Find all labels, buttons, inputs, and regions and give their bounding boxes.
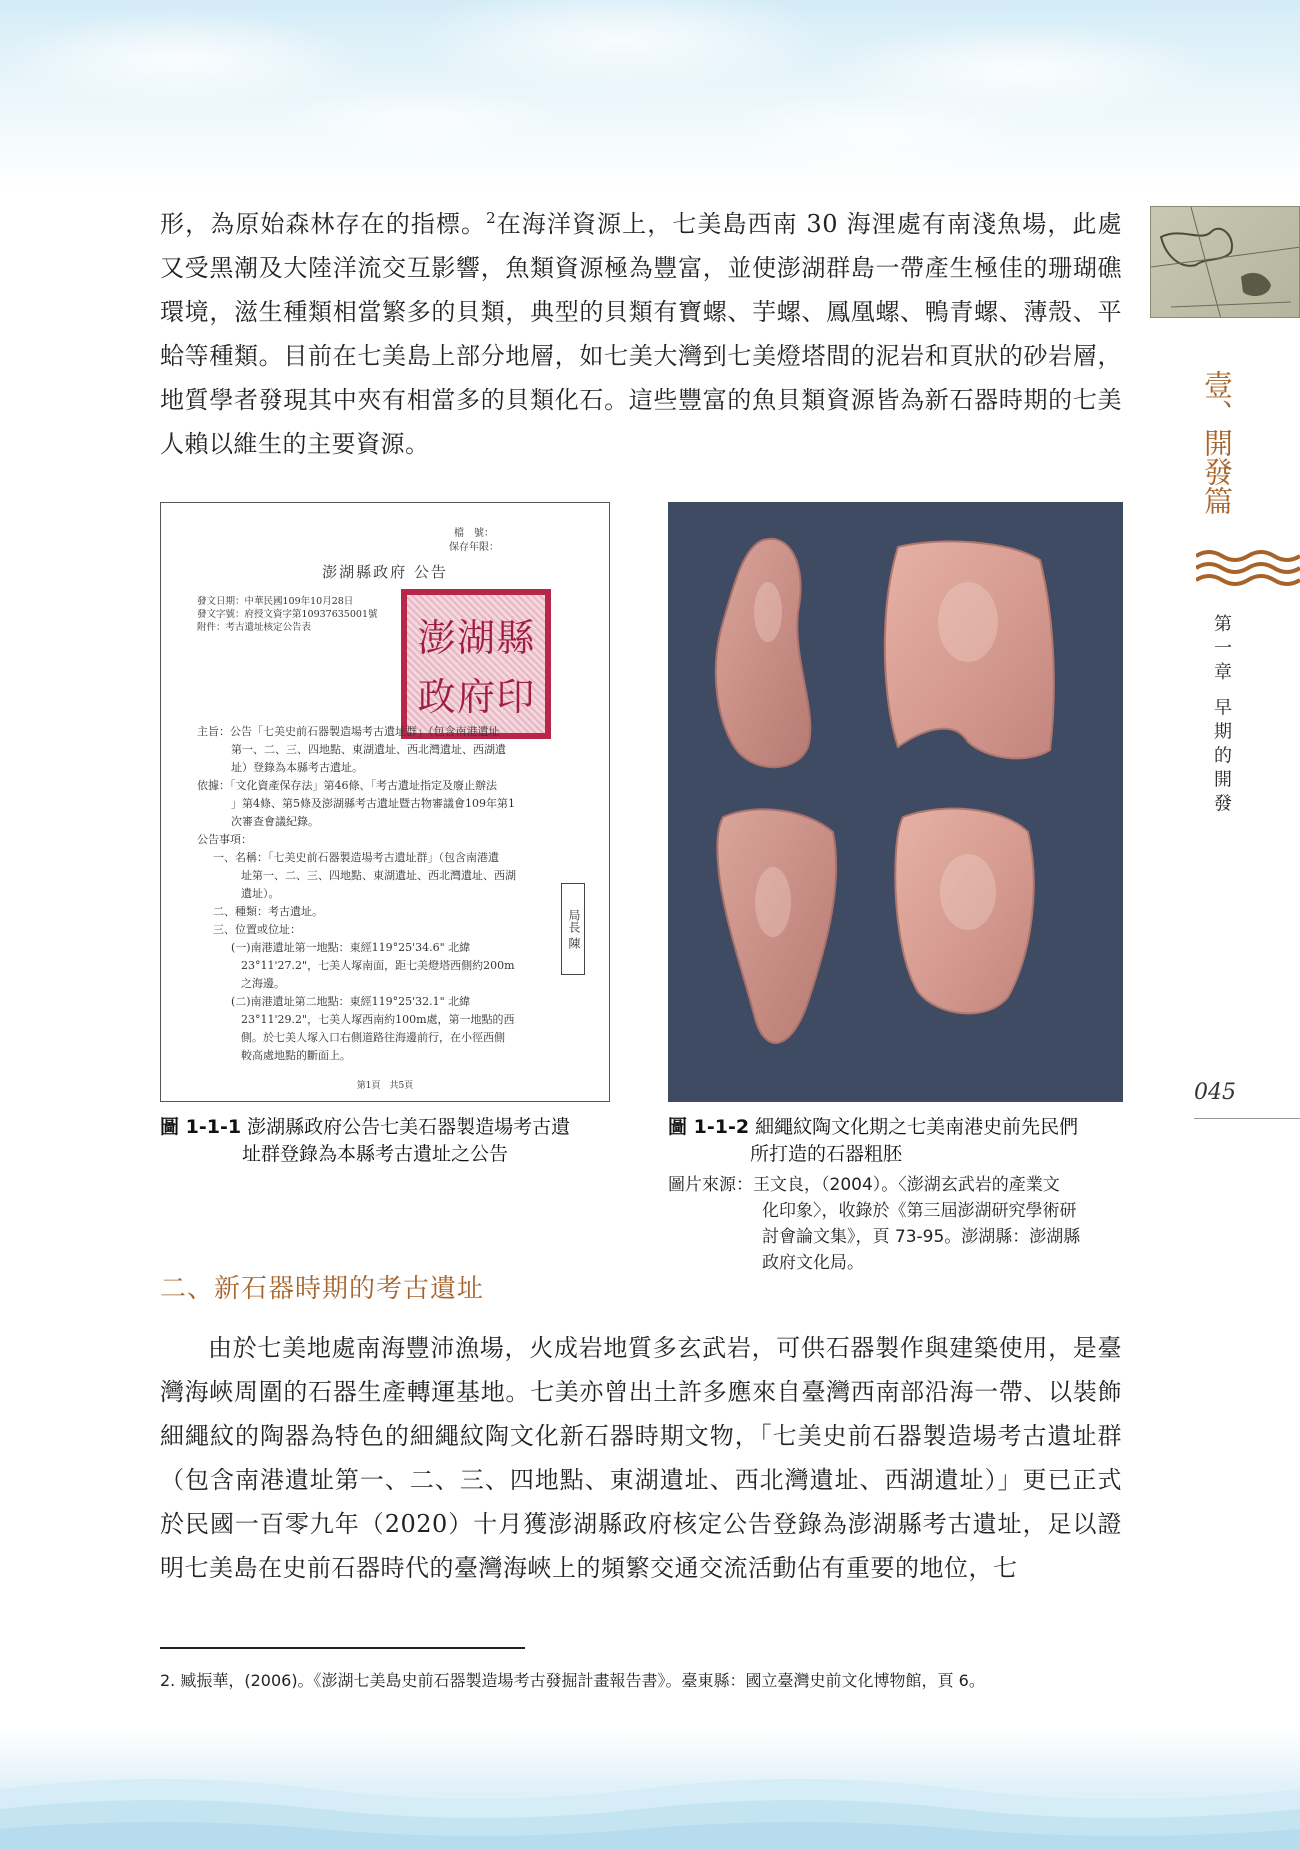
- page-number-rule: [1194, 1118, 1300, 1119]
- notice-file-info: 檔 號： 保存年限：: [449, 528, 499, 553]
- section-heading: 二、新石器時期的考古遺址: [160, 1274, 485, 1304]
- part-label: 壹、開發篇: [1200, 370, 1234, 515]
- notice-content-line: 側。於七美人塚入口右側道路往海邊前行，在小徑西側: [241, 1031, 505, 1044]
- figure-stone-tools-photo: [668, 502, 1123, 1102]
- notice-meta: 發文日期：中華民國109年10月28日 發文字號：府授文資字第10937635001號 附件：考古遺址核定公告表: [197, 596, 378, 633]
- notice-content-line: 一、名稱：「七美史前石器製造場考古遺址群」（包含南港遺: [213, 851, 499, 864]
- notice-content-line: 之海邊。: [241, 977, 285, 990]
- figure-2-caption: 圖 1-1-2 細繩紋陶文化期之七美南港史前先民們 所打造的石器粗胚: [668, 1116, 1079, 1165]
- figure-1-caption: 圖 1-1-1 澎湖縣政府公告七美石器製造場考古遺 址群登錄為本縣考古遺址之公告: [160, 1116, 571, 1165]
- sky-header-background: [0, 0, 1300, 190]
- notice-content-line: 23°11'29.2"，七美人塚西南約100m處，第一地點的西: [241, 1013, 515, 1026]
- notice-content-line: 址）登錄為本縣考古遺址。: [231, 761, 363, 774]
- chapter-label: 第一章 早期的開發: [1211, 614, 1232, 818]
- notice-content-line: 較高處地點的斷面上。: [241, 1049, 351, 1062]
- official-seal: 澎 湖 縣 政 府 印: [401, 589, 551, 739]
- notice-content-line: 第一、二、三、四地點、東湖遺址、西北灣遺址、西湖遺: [231, 743, 506, 756]
- notice-content-line: 三、位置或位址：: [213, 923, 301, 936]
- notice-content-line: 遺址）。: [241, 887, 280, 900]
- notice-content-line: 」第4條、第5條及澎湖縣考古遺址暨古物審議會109年第1: [231, 797, 515, 810]
- sea-footer-background: [0, 1729, 1300, 1849]
- notice-content-line: 主旨：公告「七美史前石器製造場考古遺址群」（包含南港遺址: [197, 725, 500, 738]
- notice-content-line: 公告事項：: [197, 833, 252, 846]
- footnote-2: 2. 臧振華，(2006)。《澎湖七美島史前石器製造場考古發掘計畫報告書》。臺東縣：國立臺灣史前文化博物館，頁 6。: [160, 1671, 985, 1690]
- notice-title: 澎湖縣政府 公告: [322, 563, 448, 581]
- notice-content: [197, 723, 537, 1065]
- body-paragraph-1: 形，為原始森林存在的指標。$^2$在海洋資源上，七美島西南 30 海浬處有南淺魚場，此處又受黑潮及大陸洋流交互影響，魚類資源極為豐富，並使澎湖群島一帶產生極佳的珊瑚礁環境，滋生種類相當繁多的貝類，典型的貝類有寶螺、芋螺、鳳凰螺、鴨青螺、薄殼、平蛤等種類。目前在七美島上部分地層，如七美大灣到七美燈塔間的泥岩和頁狀的砂岩層，地質學者發現其中夾有相當多的貝類化石。這些豐富的魚貝類資源皆為新石器時期的七美人賴以維生的主要資源。: [160, 209, 1123, 458]
- old-map-thumbnail: [1150, 206, 1300, 318]
- notice-content-line: 依據：「文化資產保存法」第46條、「考古遺址指定及廢止辦法: [197, 779, 497, 792]
- footnote-ref-2[interactable]: 2: [486, 209, 497, 227]
- notice-content-line: 二、種類：考古遺址。: [213, 905, 323, 918]
- notice-content-line: 址第一、二、三、四地點、東湖遺址、西北灣遺址、西湖: [241, 869, 516, 882]
- notice-content-line: (二)南港遺址第二地點：東經119°25'32.1" 北緯: [231, 995, 471, 1008]
- figure-2-credit: 圖片來源：王文良，（2004）。〈澎湖玄武岩的產業文 化印象〉，收錄於《第三屆澎湖研究學術研 討會論文集》，頁 73-95。澎湖縣：澎湖縣 政府文化局。: [668, 1175, 1081, 1273]
- figure-notice-document: [160, 502, 610, 1102]
- page-number: 045: [1194, 1080, 1236, 1105]
- director-stamp: 局長 陳: [561, 883, 585, 975]
- notice-content-line: 次審查會議紀錄。: [231, 815, 319, 828]
- notice-document: [161, 503, 609, 1101]
- notice-content-line: 23°11'27.2"，七美人塚南面，距七美燈塔西側約200m: [241, 959, 515, 972]
- body-paragraph-2: 由於七美地處南海豐沛漁場，火成岩地質多玄武岩，可供石器製作與建築使用，是臺灣海峽周圍的石器生產轉運基地。七美亦曾出土許多應來自臺灣西南部沿海一帶、以裝飾細繩紋的陶器為特色的細繩紋陶文化新石器時期文物，「七美史前石器製造場考古遺址群（包含南港遺址第一、二、三、四地點、東湖遺址、西北灣遺址、西湖遺址）」更已正式於民國一百零九年（2020）十月獲澎湖縣政府核定公告登錄為澎湖縣考古遺址，足以證明七美島在史前石器時代的臺灣海峽上的頻繁交通交流活動佔有重要的地位，七: [160, 1334, 1122, 1582]
- wave-ornament-icon: [1196, 548, 1300, 588]
- footnote-divider: [160, 1647, 525, 1649]
- stone-tools-illustration: [668, 502, 1123, 1102]
- notice-page-number: 第1頁 共5頁: [356, 1081, 414, 1091]
- notice-content-line: (一)南港遺址第一地點：東經119°25'34.6" 北緯: [231, 941, 471, 954]
